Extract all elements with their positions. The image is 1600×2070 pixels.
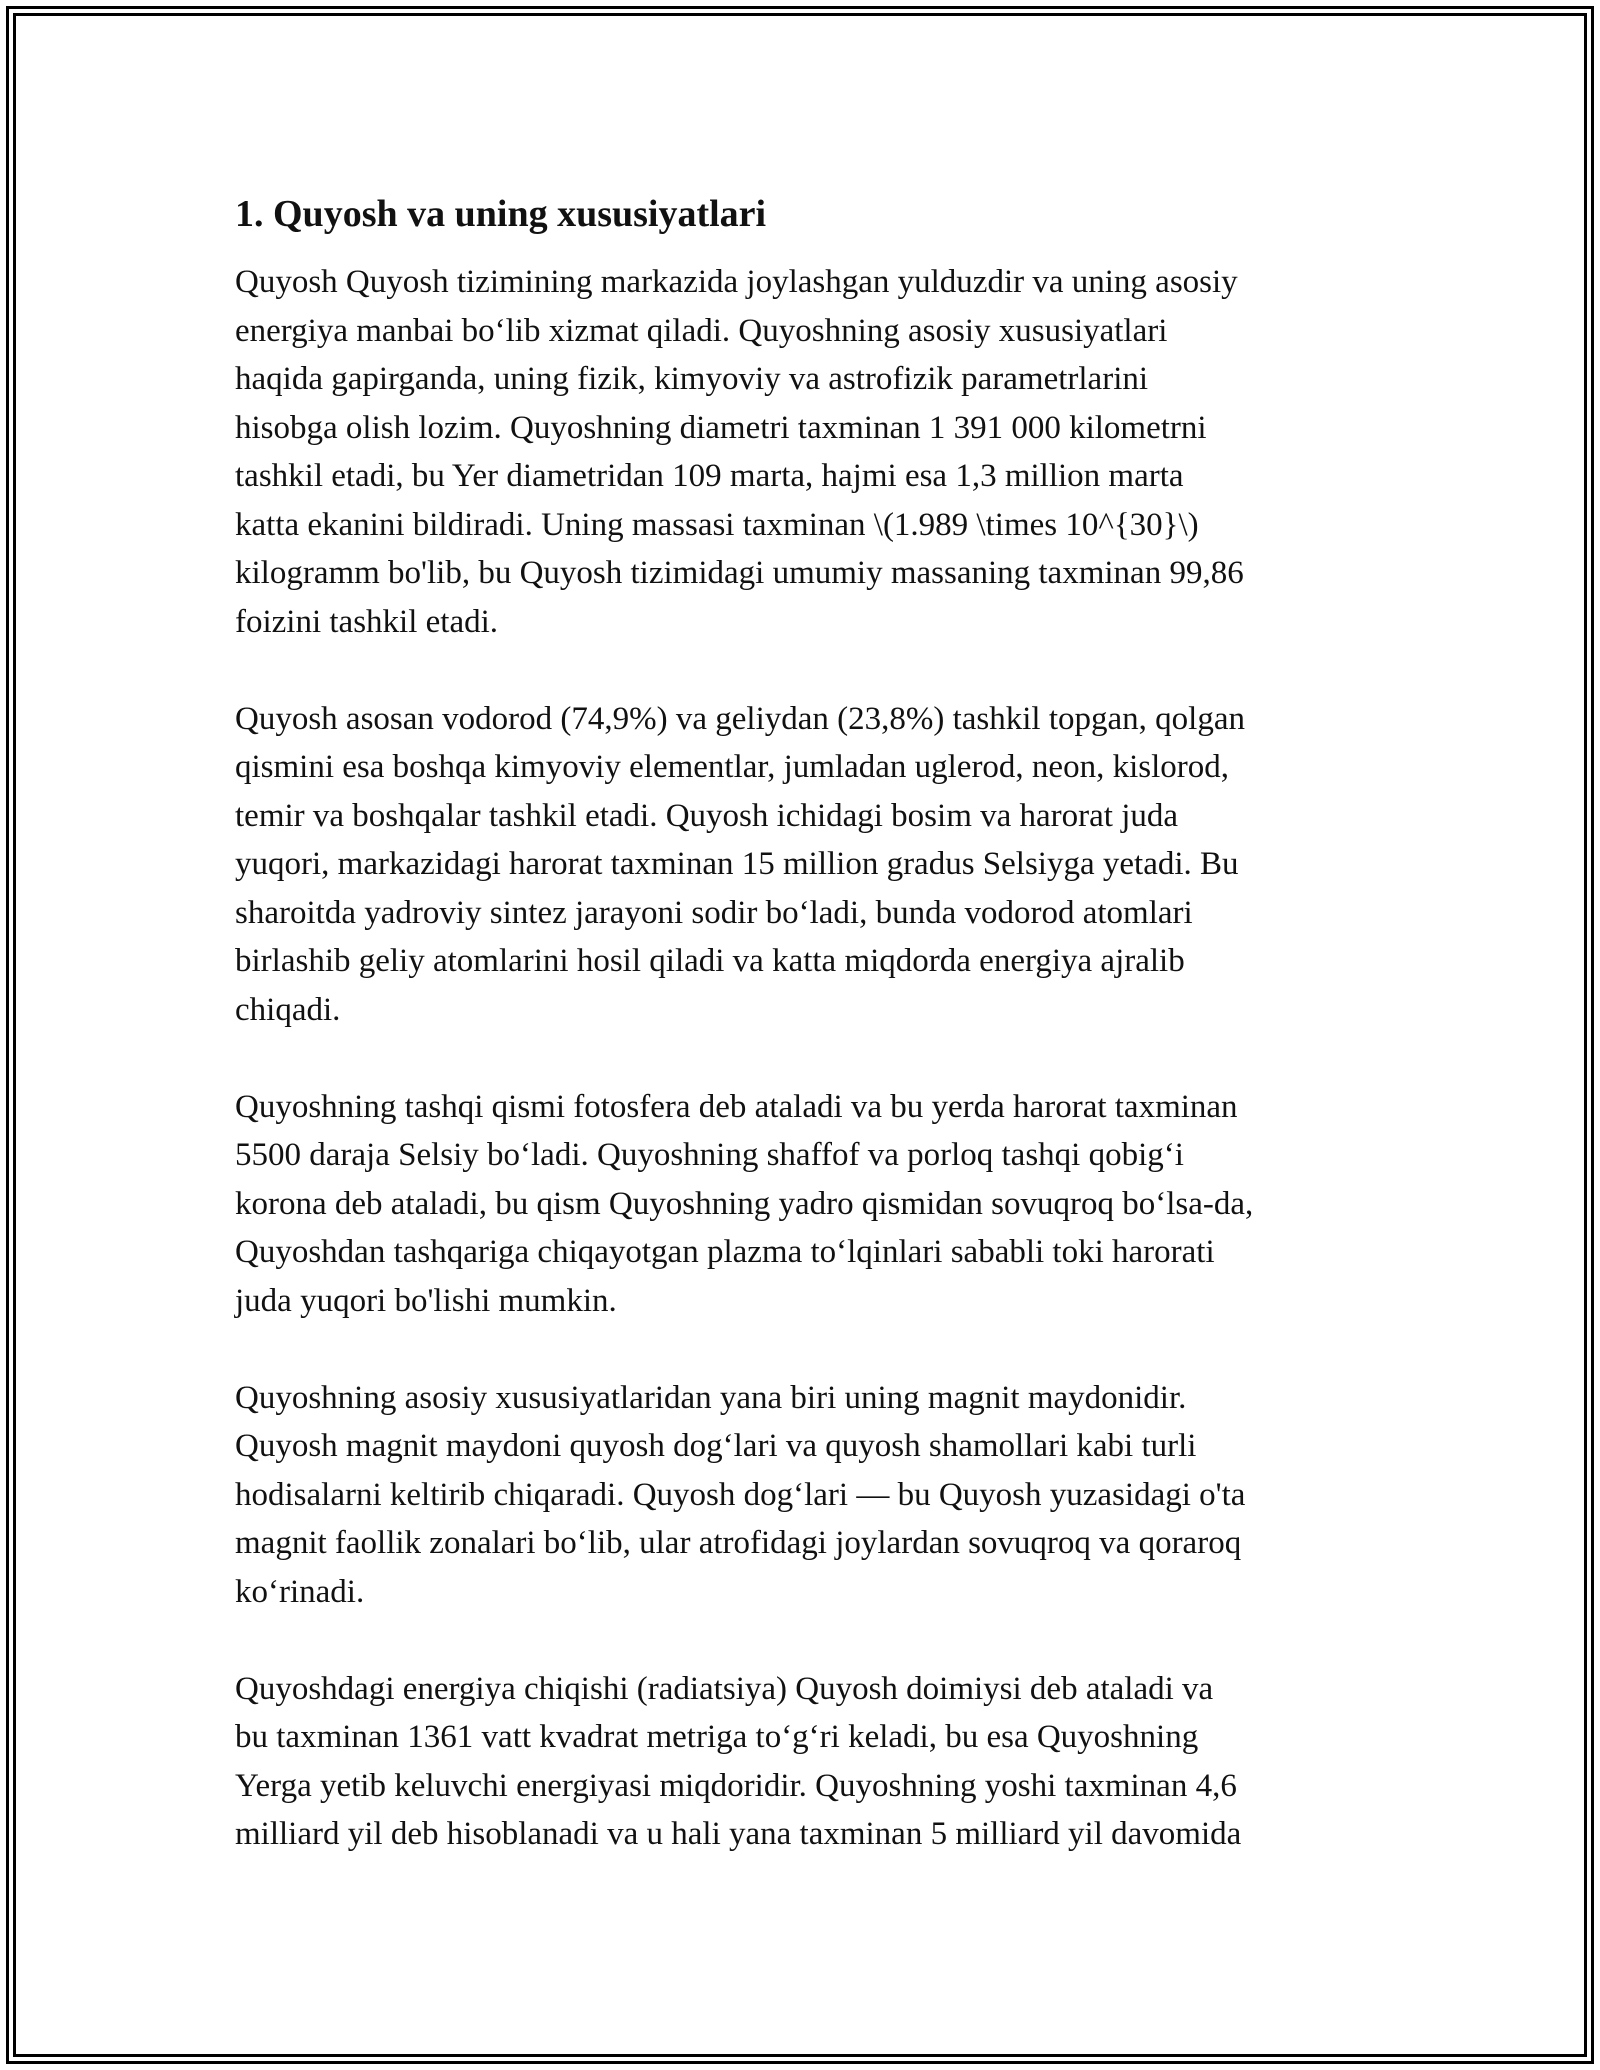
text-line: hodisalarni keltirib chiqaradi. Quyosh dog‘lari — bu Quyosh yuzasidagi o'ta xyxy=(235,1476,1246,1513)
text-line: birlashib geliy atomlarini hosil qiladi va katta miqdorda energiya ajralib xyxy=(235,943,1185,979)
text-line: temir va boshqalar tashkil etadi. Quyosh ichidagi bosim va harorat juda xyxy=(235,797,1179,834)
text-line: milliard yil deb hisoblanadi va u hali yana taxminan 5 milliard yil davomida xyxy=(235,1816,1242,1852)
text-line: foizini tashkil etadi. xyxy=(235,603,499,640)
text-line: Quyosh magnit maydoni quyosh dog‘lari va quyosh shamollari kabi turli xyxy=(235,1428,1197,1464)
text-line: korona deb ataladi, bu qism Quyoshning yadro qismidan sovuqroq bo‘lsa-da, xyxy=(235,1185,1254,1222)
text-line: kilogramm bo'lib, bu Quyosh tizimidagi umumiy massaning taxminan 99,86 xyxy=(235,555,1244,591)
text-line: Quyoshdan tashqariga chiqayotgan plazma to‘lqinlari sababli toki harorati xyxy=(235,1234,1215,1270)
text-line: Quyosh asosan vodorod (74,9%) va geliydan (23,8%) tashkil topgan, qolgan xyxy=(235,700,1245,737)
text-line: 5500 daraja Selsiy bo‘ladi. Quyoshning shaffof va porloq tashqi qobig‘i xyxy=(235,1137,1184,1173)
text-line: Quyoshning tashqi qismi fotosfera deb ataladi va bu yerda harorat taxminan xyxy=(235,1088,1238,1125)
text-line: bu taxminan 1361 vatt kvadrat metriga to‘g‘ri keladi, bu esa Quyoshning xyxy=(235,1719,1199,1755)
text-line: energiya manbai bo‘lib xizmat qiladi. Quyoshning asosiy xususiyatlari xyxy=(235,312,1168,349)
text-line: Yerga yetib keluvchi energiyasi miqdoridir. Quyoshning yoshi taxminan 4,6 xyxy=(235,1767,1237,1804)
text-line: Quyoshdagi energiya chiqishi (radiatsiya) Quyosh doimiysi deb ataladi va xyxy=(235,1670,1214,1707)
text-line: ko‘rinadi. xyxy=(235,1573,365,1610)
text-line: katta ekanini bildiradi. Uning massasi taxminan \(1.989 \times 10^{30}\) xyxy=(235,506,1199,543)
text-line: hisobga olish lozim. Quyoshning diametri taxminan 1 391 000 kilometrni xyxy=(235,409,1207,446)
paragraph-radiation xyxy=(235,1665,1375,1859)
paragraph-photosphere xyxy=(235,1083,1375,1326)
text-line: magnit faollik zonalari bo‘lib, ular atrofidagi joylardan sovuqroq va qoraroq xyxy=(235,1525,1242,1561)
paragraph-magnetic-field xyxy=(235,1374,1375,1617)
document-body xyxy=(235,188,1375,1907)
text-line: juda yuqori bo'lishi mumkin. xyxy=(235,1282,617,1319)
text-line: qismini esa boshqa kimyoviy elementlar, jumladan uglerod, neon, kislorod, xyxy=(235,749,1229,785)
text-line: yuqori, markazidagi harorat taxminan 15 million gradus Selsiyga yetadi. Bu xyxy=(235,846,1239,882)
text-line: haqida gapirganda, uning fizik, kimyoviy va astrofizik parametrlarini xyxy=(235,361,1149,397)
text-line: chiqadi. xyxy=(235,991,341,1028)
section-heading: 1. Quyosh va uning xususiyatlari xyxy=(235,193,767,235)
text-line: Quyoshning asosiy xususiyatlaridan yana biri uning magnit maydonidir. xyxy=(235,1379,1187,1416)
paragraph-composition xyxy=(235,695,1375,1035)
text-line: sharoitda yadroviy sintez jarayoni sodir bo‘ladi, bunda vodorod atomlari xyxy=(235,894,1193,931)
text-line: Quyosh Quyosh tizimining markazida joylashgan yulduzdir va uning asosiy xyxy=(235,264,1238,300)
text-line: tashkil etadi, bu Yer diametridan 109 marta, hajmi esa 1,3 million marta xyxy=(235,458,1184,494)
paragraph-sun-overview xyxy=(235,258,1375,646)
